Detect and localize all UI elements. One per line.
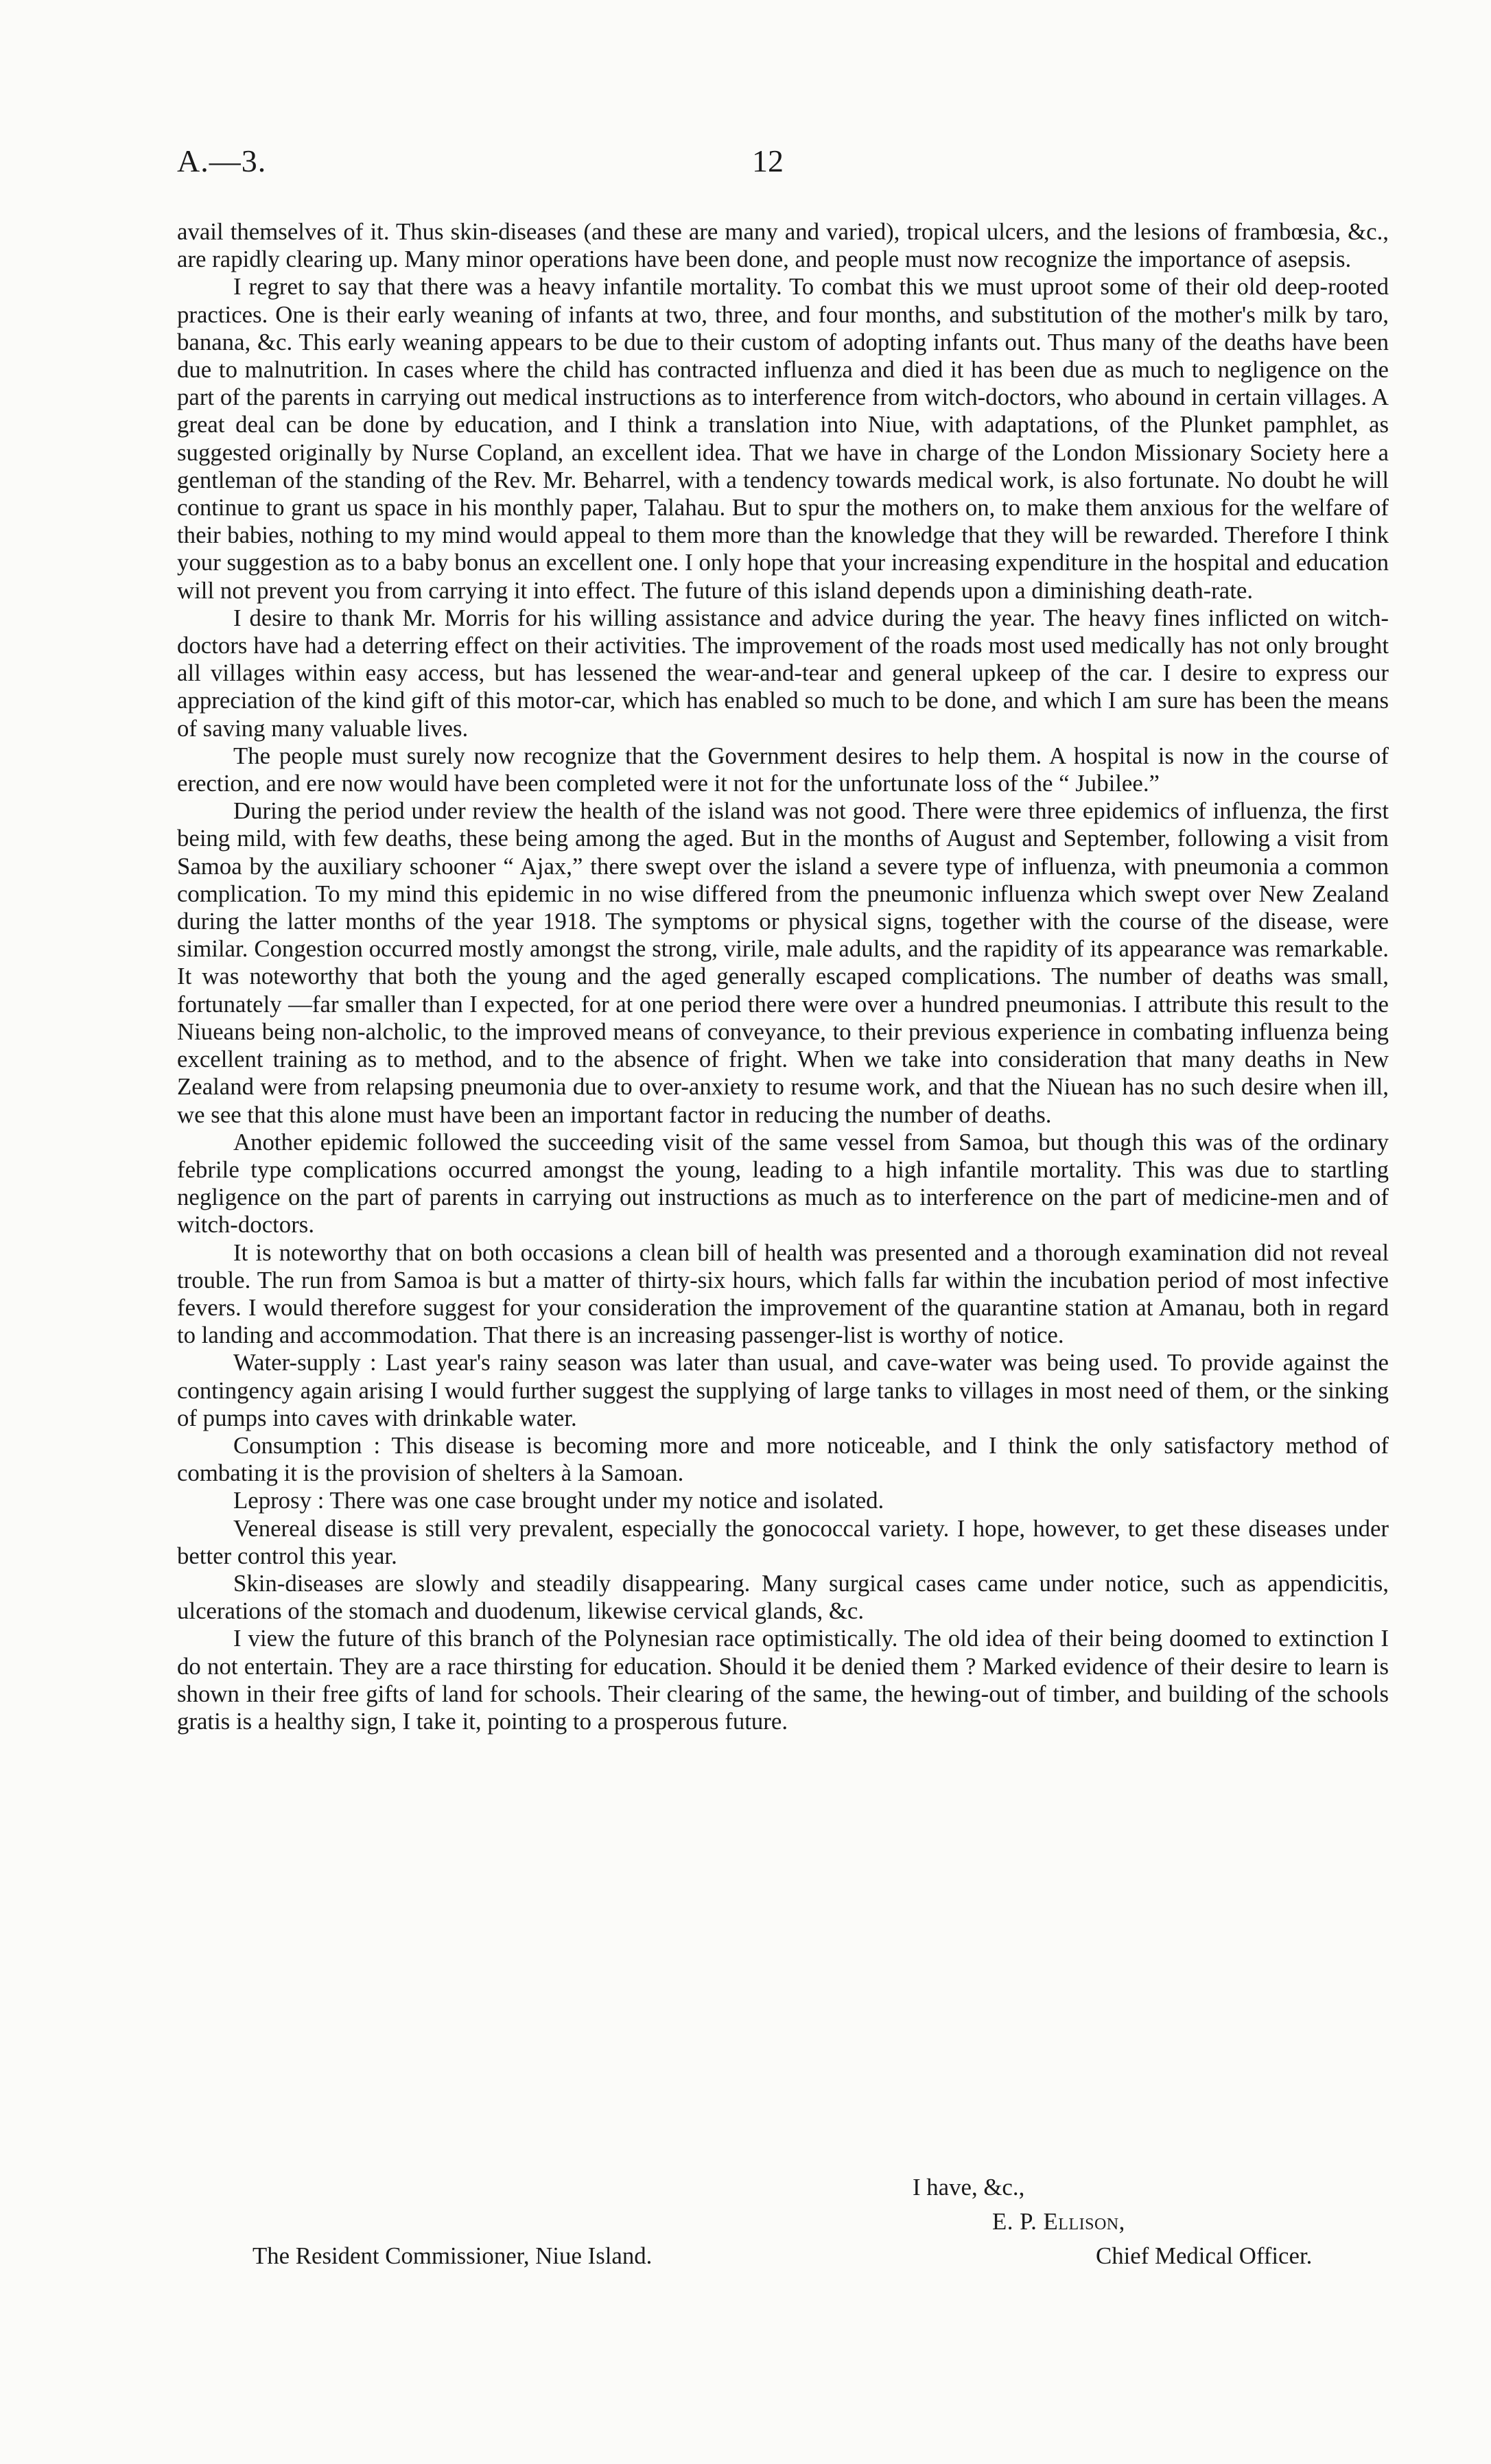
paragraph-infantile-mortality: I regret to say that there was a heavy infantile mortality. To combat this we must uproot some of their old deep-rooted practices. One is their early weaning of infants at two, three, and four months, and substitution of the mother's milk by taro, banana, &c. This early weaning appears to be due to their custom of adopting infants out. Thus many of the deaths have been due to malnutrition. In cases where the child has contracted influenza and died it has been due as much to negligence on the part of the parents in carrying out medical instructions as to interference from witch-doctors, who abound in certain villages. A great deal can be done by education, and I think a translation into Niue, with adaptations, of the Plunket pamphlet, as suggested originally by Nurse Copland, an excellent idea. That we have in charge of the London Missionary Society here a gentleman of the standing of the Rev. Mr. Beharrel, with a tendency towards medical work, is also fortunate. No doubt he will continue to grant us space in his monthly paper, Talahau. But to spur the mothers on, to make them anxious for the welfare of their babies, nothing to my mind would appeal to them more than the knowledge that they will be rewarded. Therefore I think your suggestion as to a baby bonus an excellent one. I only hope that your increasing expenditure in the hospital and education will not prevent you from carrying it into effect. The future of this island depends upon a diminishing death-rate.: [177, 273, 1389, 604]
paragraph-influenza-epidemics: During the period under review the health of the island was not good. There were three epidemics of influenza, the first being mild, with few deaths, these being among the aged. But in the months of August and September, following a visit from Samoa by the auxiliary schooner “ Ajax,” there swept over the island a severe type of influenza, with pneumonia a common complication. To my mind this epidemic in no wise differed from the pneumonic influenza which swept over New Zealand during the latter months of the year 1918. The symptoms or physical signs, together with the course of the disease, were similar. Congestion occurred mostly amongst the strong, virile, male adults, and the rapidity of its appearance was remarkable. It was noteworthy that both the young and the aged generally escaped complications. The number of deaths was small, fortunately —far smaller than I expected, for at one period there were over a hundred pneumonias. I attribute this result to the Niueans being non-alcholic, to the improved means of conveyance, to their previous experience in combating influenza being excellent training as to method, and to the absence of fright. When we take into consideration that many deaths in New Zealand were from relapsing pneumonia due to over-anxiety to resume work, and that the Niuean has no such desire when ill, we see that this alone must have been an important factor in reducing the number of deaths.: [177, 797, 1389, 1128]
addressee: The Resident Commissioner, Niue Island.: [253, 2242, 653, 2269]
paragraph-water-supply: Water-supply : Last year's rainy season was later than usual, and cave-water was being used. To provide against the contingency again arising I would further suggest the supplying of large tanks to villages in most need of them, or the sinking of pumps into caves with drinkable water.: [177, 1349, 1389, 1431]
paragraph-consumption: Consumption : This disease is becoming more and more noticeable, and I think the only satisfactory method of combating it is the provision of shelters à la Samoan.: [177, 1431, 1389, 1487]
paragraph-asepsis: avail themselves of it. Thus skin-diseases (and these are many and varied), tropical ulcers, and the lesions of frambœsia, &c., are rapidly clearing up. Many minor operations have been done, and people must now recognize the importance of asepsis.: [177, 218, 1389, 273]
paragraph-thanks-motor-car: I desire to thank Mr. Morris for his willing assistance and advice during the year. The heavy fines inflicted on witch-doctors have had a deterring effect on their activities. The improvement of the roads most used medically has not only brought all villages within easy access, but has lessened the wear-and-tear and general upkeep of the car. I desire to express our appreciation of the kind gift of this motor-car, which has enabled so much to be done, and which I am sure has been the means of saving many valuable lives.: [177, 604, 1389, 742]
paragraph-hospital: The people must surely now recognize that the Government desires to help them. A hospital is now in the course of erection, and ere now would have been completed were it not for the unfortunate loss of the “ Jubilee.”: [177, 742, 1389, 797]
signature-name: E. P. Ellison,: [992, 2208, 1125, 2235]
paragraph-second-epidemic: Another epidemic followed the succeeding visit of the same vessel from Samoa, but though this was of the ordinary febrile type complications occurred amongst the young, leading to a high infantile mortality. This was due to startling negligence on the part of parents in carrying out instructions as much as to interference on the part of medicine-men and of witch-doctors.: [177, 1128, 1389, 1239]
paragraph-skin-diseases: Skin-diseases are slowly and steadily disappearing. Many surgical cases came under notice, such as appendicitis, ulcerations of the stomach and duodenum, likewise cervical glands, &c.: [177, 1569, 1389, 1625]
paragraph-future-outlook: I view the future of this branch of the Polynesian race optimistically. The old idea of their being doomed to extinction I do not entertain. They are a race thirsting for education. Should it be denied them ? Marked evidence of their desire to learn is shown in their free gifts of land for schools. Their clearing of the same, the hewing-out of timber, and building of the schools gratis is a healthy sign, I take it, pointing to a prosperous future.: [177, 1625, 1389, 1735]
paragraph-leprosy: Leprosy : There was one case brought under my notice and isolated.: [233, 1487, 884, 1514]
document-reference: A.—3.: [177, 143, 267, 178]
paragraph-quarantine: It is noteworthy that on both occasions a clean bill of health was presented and a thorough examination did not reveal trouble. The run from Samoa is but a matter of thirty-six hours, which falls far within the incubation period of most infective fevers. I would therefore suggest for your consideration the improvement of the quarantine station at Amanau, both in regard to landing and accommodation. That there is an increasing passenger-list is worthy of notice.: [177, 1239, 1389, 1349]
signature-title: Chief Medical Officer.: [1096, 2242, 1313, 2269]
paragraph-venereal-disease: Venereal disease is still very prevalent, especially the gonococcal variety. I hope, however, to get these diseases under better control this year.: [177, 1514, 1389, 1569]
signature-closing: I have, &c.,: [913, 2174, 1025, 2201]
page-number: 12: [752, 143, 784, 178]
report-body: [177, 218, 1389, 1735]
